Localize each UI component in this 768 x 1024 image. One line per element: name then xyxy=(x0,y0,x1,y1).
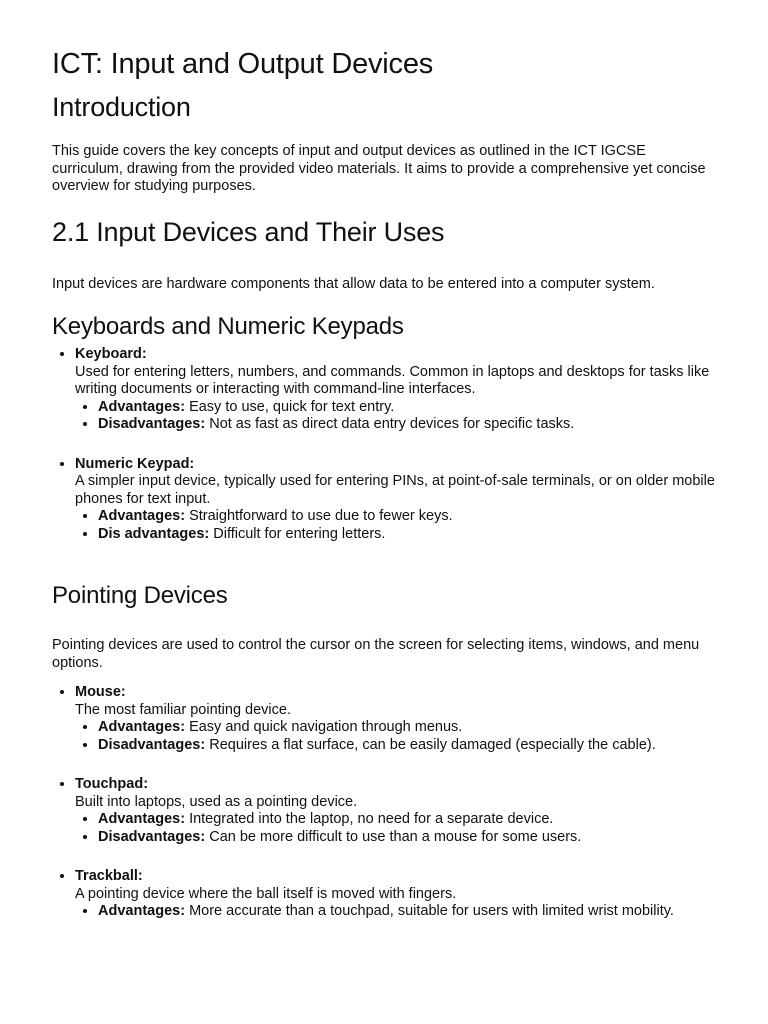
item-description: A pointing device where the ball itself is moved with fingers. xyxy=(75,885,457,902)
introduction-paragraph: This guide covers the key concepts of input and output devices as outlined in the ICT IGCSE curriculum, drawing from the provided video materials. It aims to provide a comprehensive yet concise overview for studying purposes. xyxy=(52,143,706,194)
item-name: Mouse: xyxy=(75,684,126,700)
keyboards-list xyxy=(52,346,716,543)
point-text: More accurate than a touchpad, suitable for users with limited wrist mobility. xyxy=(189,903,674,919)
point-label: Advantages: xyxy=(98,903,186,919)
point-label: Advantages: xyxy=(98,719,186,735)
point-label: Disadvantages: xyxy=(98,828,206,845)
point-label: Advantages: xyxy=(98,398,186,415)
sub-list xyxy=(75,903,716,921)
point-text: Easy to use, quick for text entry. xyxy=(189,398,395,415)
sub-list-item xyxy=(98,719,716,737)
point-label: Disadvantages: xyxy=(98,416,206,432)
document-title: ICT: Input and Output Devices xyxy=(52,48,434,80)
list-item-touchpad xyxy=(75,776,716,846)
pointing-devices-paragraph: Pointing devices are used to control the cursor on the screen for selecting items, windows, and menu options. xyxy=(52,637,700,671)
sub-list xyxy=(75,719,716,754)
list-item-keyboard xyxy=(75,346,716,434)
point-label: Disadvantages: xyxy=(98,736,206,753)
sub-list-item xyxy=(98,737,716,755)
item-description: Used for entering letters, numbers, and commands. Common in laptops and desktops for tasks like writing documents or interacting with command-line interfaces. xyxy=(75,363,710,397)
point-text: Integrated into the laptop, no need for a separate device. xyxy=(189,811,554,827)
item-description: The most familiar pointing device. xyxy=(75,701,291,718)
point-text: Requires a flat surface, can be easily damaged (especially the cable). xyxy=(209,736,656,753)
introduction-heading: Introduction xyxy=(52,92,191,122)
input-devices-heading: 2.1 Input Devices and Their Uses xyxy=(52,216,445,247)
sub-list xyxy=(75,811,716,846)
item-name: Touchpad: xyxy=(75,776,149,792)
input-devices-paragraph: Input devices are hardware components that allow data to be entered into a computer system. xyxy=(52,275,655,292)
point-label: Advantages: xyxy=(98,811,186,827)
sub-list xyxy=(75,508,716,543)
list-item-numeric-keypad xyxy=(75,456,716,544)
pointing-devices-list xyxy=(52,684,716,921)
item-description: A simpler input device, typically used for entering PINs, at point-of-sale terminals, or on older mobile phones for text input. xyxy=(75,473,715,507)
sub-list-item xyxy=(98,903,716,921)
sub-list-item xyxy=(98,829,716,847)
item-description: Built into laptops, used as a pointing device. xyxy=(75,793,358,810)
list-item-mouse xyxy=(75,684,716,754)
point-label: Dis advantages: xyxy=(98,525,210,542)
sub-list xyxy=(75,399,716,434)
sub-list-item xyxy=(98,416,716,434)
keyboards-heading: Keyboards and Numeric Keypads xyxy=(52,313,404,340)
point-text: Easy and quick navigation through menus. xyxy=(189,719,463,735)
list-item-trackball xyxy=(75,868,716,921)
point-text: Not as fast as direct data entry devices for specific tasks. xyxy=(209,416,575,432)
point-text: Difficult for entering letters. xyxy=(213,525,386,542)
point-text: Straightforward to use due to fewer keys. xyxy=(189,508,453,524)
sub-list-item xyxy=(98,508,716,526)
point-label: Advantages: xyxy=(98,508,186,524)
sub-list-item xyxy=(98,811,716,829)
sub-list-item xyxy=(98,526,716,544)
sub-list-item xyxy=(98,399,716,417)
item-name: Keyboard: xyxy=(75,346,147,362)
point-text: Can be more difficult to use than a mouse for some users. xyxy=(209,828,582,845)
item-name: Numeric Keypad: xyxy=(75,455,195,472)
pointing-devices-heading: Pointing Devices xyxy=(52,582,228,609)
item-name: Trackball: xyxy=(75,868,143,884)
